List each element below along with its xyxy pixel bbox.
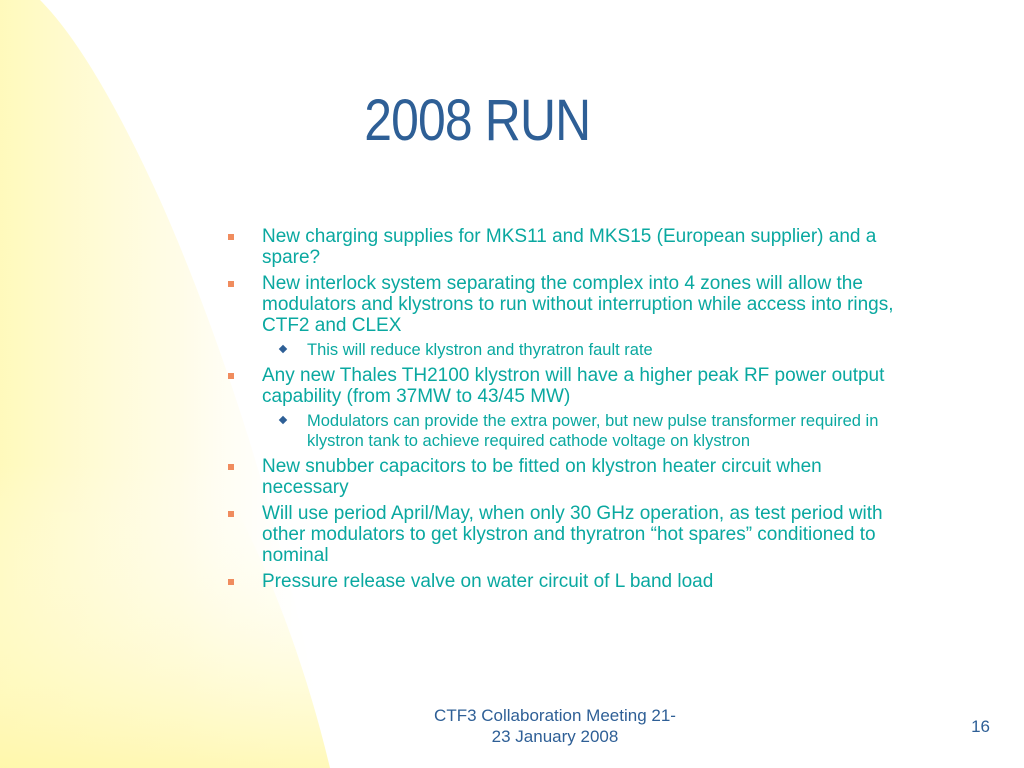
diamond-bullet-icon <box>279 416 287 424</box>
footer-line-1: CTF3 Collaboration Meeting 21- <box>434 706 676 725</box>
bullet-item <box>228 273 908 336</box>
bullet-text: New snubber capacitors to be fitted on klystron heater circuit when necessary <box>262 456 822 498</box>
square-bullet-icon <box>228 511 234 517</box>
bullet-text: Any new Thales TH2100 klystron will have a higher peak RF power output capability (from 37MW to 43/45 MW) <box>262 365 885 407</box>
bullet-text: Pressure release valve on water circuit of L band load <box>262 571 714 592</box>
diamond-bullet-icon <box>279 345 287 353</box>
bullet-item <box>228 226 908 268</box>
square-bullet-icon <box>228 464 234 470</box>
bullet-item <box>228 571 908 592</box>
sub-bullet-text: Modulators can provide the extra power, but new pulse transformer required in klystron tank to achieve required cathode voltage on klystron <box>307 412 879 450</box>
bullet-item <box>228 365 908 407</box>
bullet-item <box>228 456 908 498</box>
page-number: 16 <box>971 717 990 736</box>
square-bullet-icon <box>228 281 234 287</box>
bullet-text: Will use period April/May, when only 30 GHz operation, as test period with other modulators to get klystron and thyratron “hot spares” conditioned to nominal <box>262 503 883 566</box>
sub-bullet-item <box>273 411 908 451</box>
square-bullet-icon <box>228 579 234 585</box>
sub-bullet-item <box>273 340 908 360</box>
square-bullet-icon <box>228 234 234 240</box>
footer-line-2: 23 January 2008 <box>491 727 619 746</box>
bullet-list <box>228 226 908 597</box>
bullet-item <box>228 503 908 566</box>
slide-title: 2008 RUN <box>364 88 591 153</box>
square-bullet-icon <box>228 373 234 379</box>
footer-text <box>395 705 715 747</box>
sub-bullet-text: This will reduce klystron and thyratron fault rate <box>307 341 653 359</box>
bullet-text: New interlock system separating the complex into 4 zones will allow the modulators and klystrons to run without interruption while access into rings, CTF2 and CLEX <box>262 273 894 336</box>
bullet-text: New charging supplies for MKS11 and MKS15 (European supplier) and a spare? <box>262 226 877 268</box>
